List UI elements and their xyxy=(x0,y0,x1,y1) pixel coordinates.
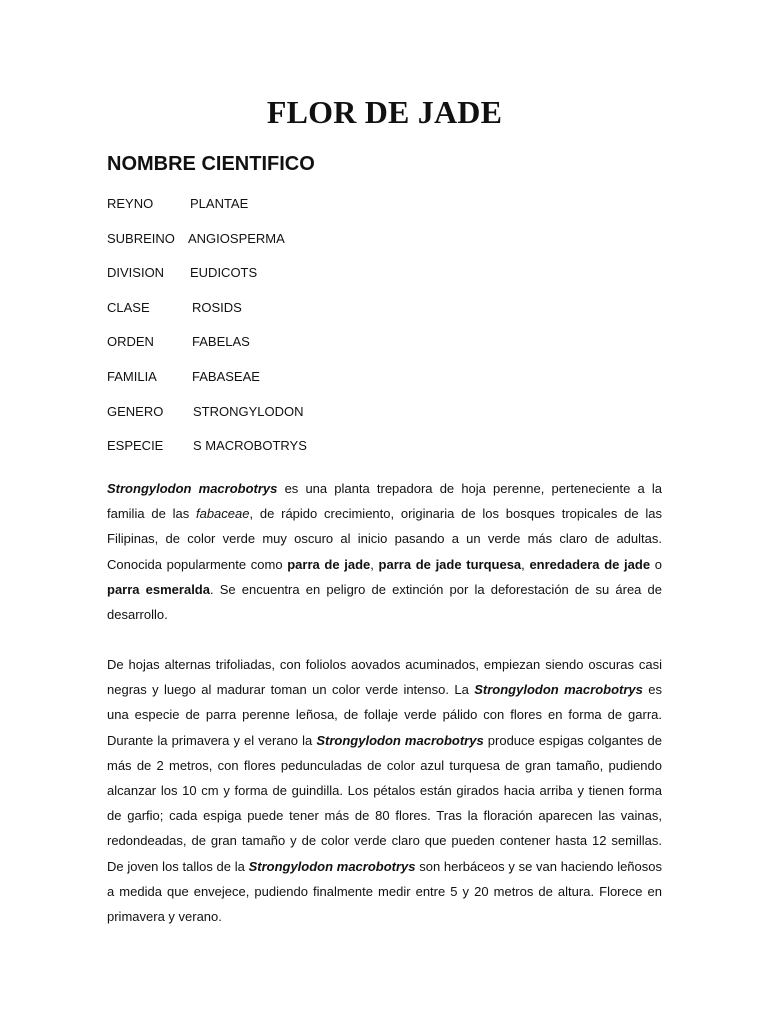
taxonomy-rank: SUBREINO xyxy=(107,230,175,246)
taxonomy-value: STRONGYLODON xyxy=(193,403,304,419)
species-name: Strongylodon macrobotrys xyxy=(107,481,278,496)
paragraph-morphology xyxy=(107,652,662,929)
taxonomy-row-reino xyxy=(107,193,662,228)
taxonomy-value: FABELAS xyxy=(192,334,250,350)
taxonomy-rank: REYNO xyxy=(107,196,154,211)
family-name: fabaceae xyxy=(195,506,250,522)
taxonomy-value: FABASEAE xyxy=(192,368,260,384)
separator: o xyxy=(650,556,662,572)
taxonomy-row-especie xyxy=(107,435,662,470)
species-name: Strongylodon macrobotrys xyxy=(474,682,643,698)
taxonomy-rank: CLASE xyxy=(107,299,150,315)
species-name: Strongylodon macrobotrys xyxy=(248,858,416,874)
taxonomy-list xyxy=(107,193,662,470)
taxonomy-row-genero xyxy=(107,401,662,436)
taxonomy-value: ROSIDS xyxy=(192,299,242,315)
paragraph-text: es una especie de parra perenne leñosa, de follaje verde pálido con flores en forma de garra. Durante la primavera y el verano la xyxy=(107,682,663,748)
species-name: Strongylodon macrobotrys xyxy=(316,732,484,748)
paragraph-text: produce espigas colgantes de más de 2 metros, con flores pedunculadas de color azul turquesa de gran tamaño, pudiendo alcanzar los 10 cm y forma de guindilla. Los pétalos están girados hacia arriba y tienen forma de garfio; cada espiga puede tener más de 80 flores. Tras la floración aparecen las vainas, redondeadas, de gran tamaño y de color verde claro que pueden contener hasta 12 semillas. De joven los tallos de la xyxy=(107,732,662,874)
taxonomy-row-familia xyxy=(107,366,662,401)
taxonomy-row-clase xyxy=(107,297,662,332)
taxonomy-value: PLANTAE xyxy=(190,196,249,211)
taxonomy-rank: GENERO xyxy=(107,403,164,419)
taxonomy-rank: ESPECIE xyxy=(107,438,164,454)
section-heading-scientific-name: NOMBRE CIENTIFICO xyxy=(107,153,315,175)
common-name: enredadera de jade xyxy=(529,556,651,572)
taxonomy-value: ANGIOSPERMA xyxy=(188,230,285,246)
paragraph-text: son herbáceos y se van haciendo leñosos a medida que envejece, pudiendo finalmente medir entre 5 y 20 metros de altura. Florece en primavera y verano. xyxy=(107,858,662,925)
document-title: FLOR DE JADE xyxy=(266,94,503,130)
taxonomy-rank: DIVISION xyxy=(107,265,165,281)
taxonomy-row-division xyxy=(107,262,662,297)
separator: , xyxy=(521,556,530,572)
common-name: parra de jade turquesa xyxy=(378,556,522,572)
paragraph-text: De hojas alternas trifoliadas, con foliolos aovados acuminados, empiezan siendo oscuras casi negras y luego al madurar toman un color verde intenso. La xyxy=(107,657,662,698)
taxonomy-value: S MACROBOTRYS xyxy=(193,438,307,454)
paragraph-text: . Se encuentra en peligro de extinción por la deforestación de su área de desarrollo. xyxy=(107,581,663,623)
taxonomy-rank: FAMILIA xyxy=(107,368,157,384)
common-name: parra de jade xyxy=(287,556,371,572)
paragraph-description xyxy=(107,476,662,627)
paragraph-text: , de rápido crecimiento, originaria de los bosques tropicales de las Filipinas, de color verde muy oscuro al inicio pasando a un verde más claro de adultas. Conocida popularmente como xyxy=(107,506,662,572)
common-name: parra esmeralda xyxy=(107,581,210,597)
paragraph-text: es una planta trepadora de hoja perenne, perteneciente a la familia de las xyxy=(107,481,662,522)
separator: , xyxy=(370,556,379,572)
taxonomy-rank: ORDEN xyxy=(107,334,154,350)
taxonomy-row-subreino xyxy=(107,228,662,263)
taxonomy-value: EUDICOTS xyxy=(190,265,258,281)
taxonomy-row-orden xyxy=(107,331,662,366)
